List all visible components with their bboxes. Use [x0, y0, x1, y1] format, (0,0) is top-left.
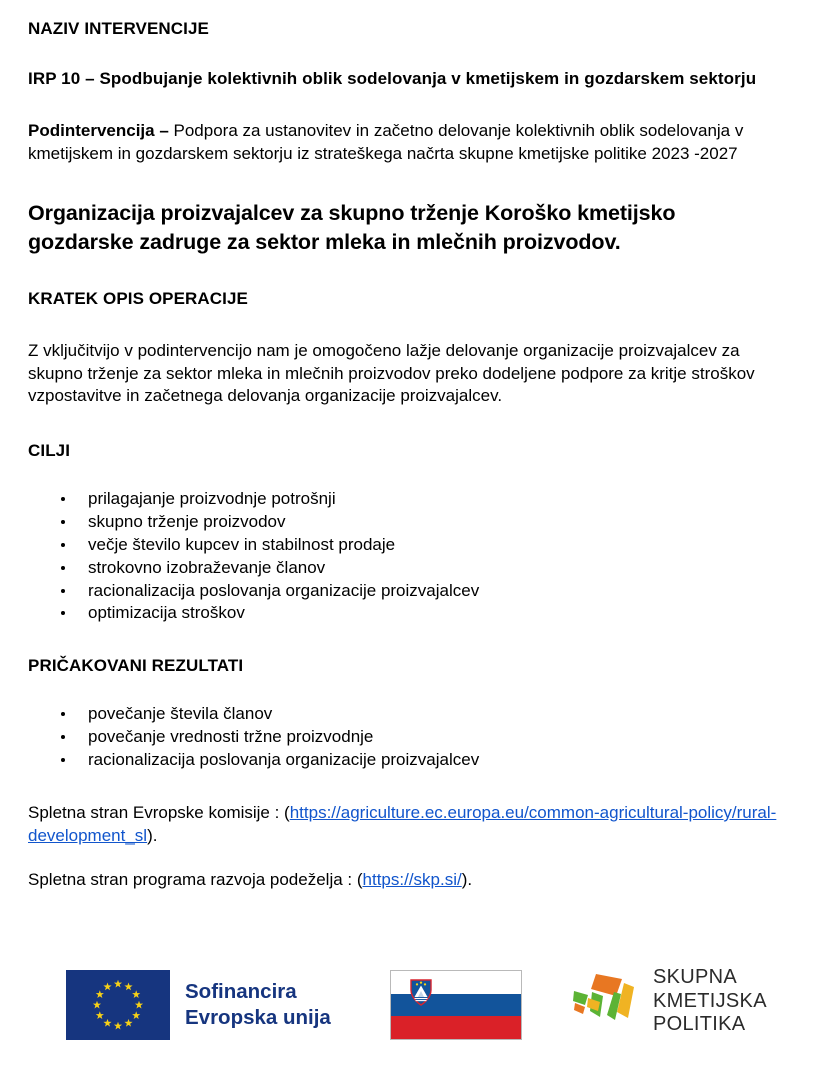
spacer	[28, 677, 780, 703]
spacer	[28, 408, 780, 440]
eu-star-10	[93, 1001, 101, 1009]
skp-logo-line2: KMETIJSKA	[653, 989, 767, 1012]
spacer	[28, 847, 780, 869]
footer-logo-row	[0, 962, 832, 1062]
skp-website-link[interactable]: https://skp.si/	[362, 870, 462, 890]
podintervencija-text: Podpora za ustanovitev in začetno delovanje kolektivnih oblik sodelovanja v kmetijskem in gozdarskem sektorju iz strateškega načrta skupne kmetijske politike 2023 -2027	[28, 121, 744, 163]
ec-link-paragraph	[28, 802, 780, 847]
list-item: prilagajanje proizvodnje potrošnji	[28, 488, 780, 511]
eu-logo-line1: Sofinancira	[185, 980, 297, 1004]
list-item: povečanje števila članov	[28, 703, 780, 726]
operation-title: Organizacija proizvajalcev za skupno trženje Koroško kmetijsko gozdarske zadruge za sektor mleka in mlečnih proizvodov.	[28, 201, 676, 254]
eu-star-4	[135, 1001, 143, 1009]
list-item: racionalizacija poslovanja organizacije proizvajalcev	[28, 580, 780, 603]
list-item: večje število kupcev in stabilnost prodaje	[28, 534, 780, 557]
heading-kratek-opis-operacije: KRATEK OPIS OPERACIJE	[28, 289, 248, 309]
list-item: skupno trženje proizvodov	[28, 511, 780, 534]
eu-star-8	[103, 1019, 111, 1027]
podintervencija-paragraph	[28, 120, 780, 165]
spacer	[28, 462, 780, 488]
cilji-list	[28, 488, 780, 625]
kratek-opis-paragraph: Z vključitvijo v podintervencijo nam je omogočeno lažje delovanje organizacije proizvajalcev za skupno trženje za sektor mleka in mlečnih proizvodov preko dodeljene podpore za kritje stroškov vzpostavitve in začetnega delovanja organizacije proizvajalcev.	[28, 341, 755, 406]
flag-stripe-red	[391, 1016, 521, 1039]
list-item: strokovno izobraževanje članov	[28, 557, 780, 580]
ec-link-suffix: ).	[147, 825, 158, 845]
eu-logo-line2: Evropska unija	[185, 1006, 331, 1029]
spacer	[28, 625, 780, 655]
skp-link-paragraph	[28, 869, 780, 892]
spacer	[28, 256, 780, 288]
skp-logo-line1: SKUPNA	[653, 966, 738, 988]
spacer	[28, 40, 780, 68]
eu-logo-text	[185, 979, 331, 1031]
eu-star-12	[103, 983, 111, 991]
eu-star-5	[132, 1011, 140, 1019]
heading-cilji: CILJI	[28, 441, 71, 461]
heading-pricakovani-rezultati: PRIČAKOVANI REZULTATI	[28, 656, 244, 676]
eu-flag-icon	[66, 970, 170, 1040]
intervention-title: IRP 10 – Spodbujanje kolektivnih oblik sodelovanja v kmetijskem in gozdarskem sektorju	[28, 69, 757, 89]
eu-star-9	[96, 1011, 104, 1019]
eu-star-3	[132, 990, 140, 998]
spacer	[28, 772, 780, 802]
slovenia-flag-icon	[390, 970, 522, 1040]
eu-cofunding-logo	[66, 970, 331, 1040]
eu-star-11	[96, 990, 104, 998]
eu-star-1	[114, 980, 122, 988]
heading-naziv-intervencije: NAZIV INTERVENCIJE	[28, 19, 209, 38]
list-item: povečanje vrednosti tržne proizvodnje	[28, 726, 780, 749]
list-item: racionalizacija poslovanja organizacije proizvajalcev	[28, 749, 780, 772]
skupna-kmetijska-politika-logo	[570, 966, 767, 1037]
skp-link-prefix: Spletna stran programa razvoja podeželja : (	[28, 870, 363, 890]
spacer	[28, 165, 780, 199]
eu-star-6	[124, 1019, 132, 1027]
slovenia-coat-of-arms-icon	[409, 978, 433, 1007]
skp-logo-text	[653, 966, 767, 1037]
list-item: optimizacija stroškov	[28, 602, 780, 625]
european-commission-link[interactable]: https://agriculture.ec.europa.eu/common-agricultural-policy/rural-development_sl	[28, 803, 777, 845]
skp-logo-line3: POLITIKA	[653, 1013, 746, 1036]
eu-star-7	[114, 1022, 122, 1030]
spacer	[28, 310, 780, 340]
skp-fields-icon	[570, 970, 642, 1032]
rezultati-list	[28, 703, 780, 772]
ec-link-prefix: Spletna stran Evropske komisije : (	[28, 803, 290, 822]
spacer	[28, 90, 780, 120]
skp-link-suffix: ).	[461, 870, 473, 890]
eu-star-2	[124, 983, 132, 991]
podintervencija-label: Podintervencija –	[28, 121, 174, 141]
